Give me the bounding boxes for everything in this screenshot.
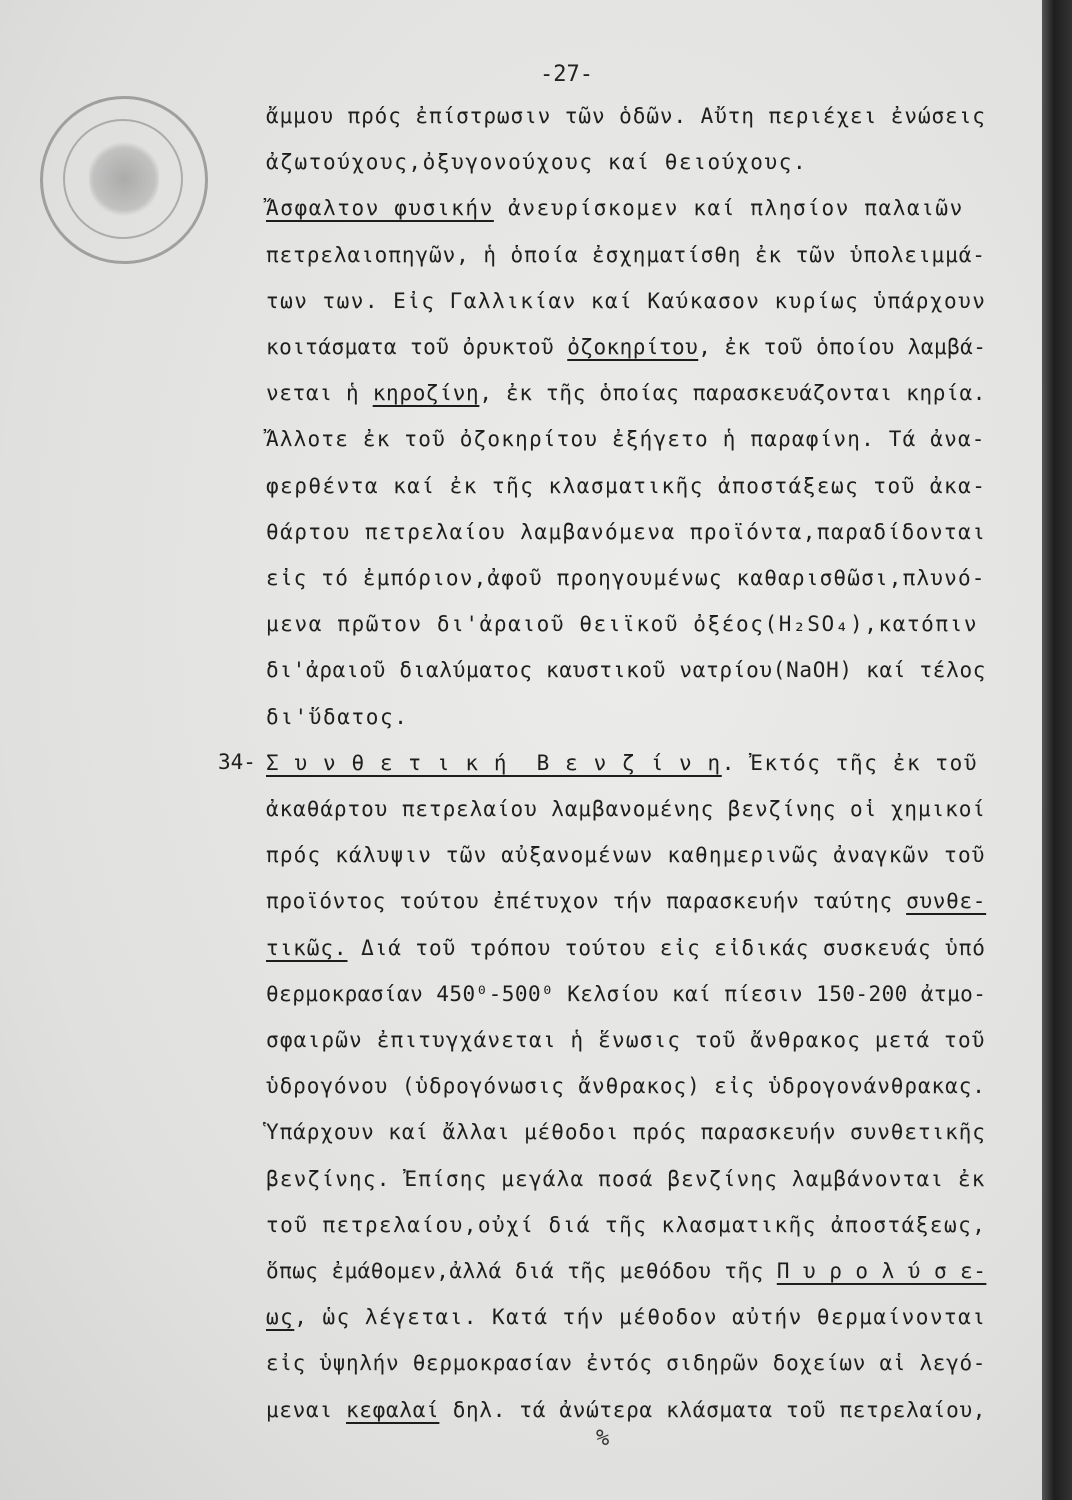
text-segment: εἰς ὑψηλήν θερμοκρασίαν ἐντός σιδηρῶν δοχείων αἱ λεγό- (266, 1351, 987, 1376)
section-number: 34- (218, 750, 256, 774)
text-segment: πρός κάλυψιν τῶν αὐξανομένων καθημερινῶς ἀναγκῶν τοῦ (266, 843, 986, 868)
text-line (266, 1213, 986, 1237)
official-stamp (40, 96, 208, 264)
text-line (266, 381, 986, 405)
text-segment: κοιτάσματα τοῦ ὀρυκτοῦ (266, 335, 568, 359)
text-segment: των των. Εἰς Γαλλικίαν καί Καύκασον κυρίως ὑπάρχουν (266, 288, 987, 313)
underlined-term: συνθε- (906, 889, 987, 914)
underlined-term: ως (266, 1305, 295, 1330)
underlined-term: ὀζοκηρίτου (567, 335, 699, 359)
text-line (266, 104, 986, 128)
text-line (266, 1351, 986, 1375)
text-segment: ἀκαθάρτου πετρελαίου λαμβανομένης βενζίνης οἱ χημικοί (266, 797, 986, 821)
text-segment: θάρτου πετρελαίου λαμβανόμενα προϊόντα,παραδίδονται (266, 519, 987, 544)
text-segment: , ἐκ τοῦ ὁποίου λαμβά- (698, 335, 987, 359)
text-segment: ἀνευρίσκομεν καί πλησίον παλαιῶν (493, 196, 964, 221)
text-line (266, 1305, 986, 1329)
text-segment: προϊόντος τούτου ἐπέτυχον τήν παρασκευήν ταύτης (266, 889, 907, 914)
text-line (266, 1167, 986, 1191)
text-segment: ἄμμου πρός ἐπίστρωσιν τῶν ὁδῶν. Αὔτη περιέχει ἐνώσεις (266, 104, 986, 128)
text-line (266, 1074, 986, 1098)
text-line (266, 982, 986, 1006)
text-segment: βενζίνης. Ἐπίσης μεγάλα ποσά βενζίνης λαμβάνονται ἐκ (266, 1166, 986, 1191)
text-line (266, 243, 986, 267)
text-segment: τοῦ πετρελαίου,οὐχί διά τῆς κλασματικῆς ἀποστάξεως, (266, 1212, 987, 1237)
text-line (266, 335, 986, 359)
underlined-term: Σ υ ν θ ε τ ι κ ή Β ε ν ζ ί ν η (266, 750, 722, 775)
text-line (266, 936, 986, 960)
text-segment: νεται ἡ (266, 381, 373, 406)
underlined-term: τικῶς. (266, 935, 348, 960)
text-segment: ἀζωτούχους,ὀξυγονούχους καί θειούχους. (266, 150, 808, 175)
text-line (266, 196, 964, 220)
text-segment: θερμοκρασίαν 450⁰-500⁰ Κελσίου καί πίεσιν 150-200 ἀτμο- (266, 981, 987, 1006)
text-segment: Διά τοῦ τρόπου τούτου εἰς εἰδικάς συσκευάς ὑπό (347, 935, 986, 960)
text-line (266, 1028, 986, 1052)
text-segment: δηλ. τά ἀνώτερα κλάσματα τοῦ πετρελαίου, (439, 1397, 987, 1422)
text-line (266, 889, 986, 913)
text-line (266, 1398, 986, 1422)
text-line (266, 474, 986, 498)
text-line (266, 520, 986, 544)
text-segment: μενα πρῶτον δι'ἀραιοῦ θειϊκοῦ ὀξέος(H₂SO₄),κατόπιν (266, 612, 979, 637)
text-segment: ὑδρογόνου (ὑδρογόνωσις ἄνθρακος) εἰς ὑδρογονάνθρακας. (266, 1074, 986, 1099)
book-binding-edge (1042, 0, 1072, 1500)
text-segment: , ἐκ τῆς ὁποίας παρασκευάζονται κηρία. (479, 381, 987, 406)
text-segment: φερθέντα καί ἐκ τῆς κλασματικῆς ἀποστάξεως τοῦ ἀκα- (266, 473, 987, 498)
text-segment: ὅπως ἐμάθομεν,ἀλλά διά τῆς μεθόδου τῆς (266, 1259, 777, 1283)
coat-of-arms-emblem (89, 141, 159, 217)
text-line (266, 289, 986, 313)
underlined-term: Ἄσφαλτον φυσικήν (266, 196, 494, 221)
text-line (266, 1120, 986, 1144)
underlined-term: κεφαλαί (346, 1397, 440, 1422)
text-line (266, 566, 986, 590)
page-number: -27- (540, 62, 593, 87)
text-segment: . Ἐκτός τῆς ἐκ τοῦ (721, 750, 979, 775)
text-line (266, 843, 986, 867)
text-segment: πετρελαιοπηγῶν, ἡ ὁποία ἐσχηματίσθη ἐκ τῶν ὑπολειμμά- (266, 242, 986, 267)
text-segment: σφαιρῶν ἐπιτυγχάνεται ἡ ἕνωσις τοῦ ἄνθρακος μετά τοῦ (266, 1028, 986, 1052)
page-end-mark: % (596, 1426, 610, 1451)
text-segment: , ὡς λέγεται. Κατά τήν μέθοδον αὐτήν θερμαίνονται (294, 1305, 987, 1330)
text-line (266, 1259, 986, 1283)
text-line (266, 797, 986, 821)
text-line (266, 612, 978, 636)
text-line (266, 427, 986, 451)
underlined-term: κηροζίνη (372, 381, 480, 406)
underlined-term: Π υ ρ ο λ ύ σ ε- (776, 1259, 987, 1283)
text-segment: δι'ἀραιοῦ διαλύματος καυστικοῦ νατρίου(NaOH) καί τέλος (266, 658, 987, 683)
text-segment: Ὑπάρχουν καί ἄλλαι μέθοδοι πρός παρασκευήν συνθετικῆς (266, 1120, 986, 1145)
text-segment: μεναι (266, 1397, 347, 1422)
text-line (266, 150, 807, 174)
text-segment: εἰς τό ἐμπόριον,ἀφοῦ προηγουμένως καθαρισθῶσι,πλυνό- (266, 566, 986, 590)
text-line (266, 658, 986, 682)
text-segment: δι'ὕδατος. (266, 704, 409, 729)
text-segment: Ἄλλοτε ἐκ τοῦ ὀζοκηρίτου ἐξήγετο ἡ παραφίνη. Τά ἀνα- (266, 427, 986, 452)
text-line (266, 751, 978, 775)
text-line (266, 705, 408, 729)
